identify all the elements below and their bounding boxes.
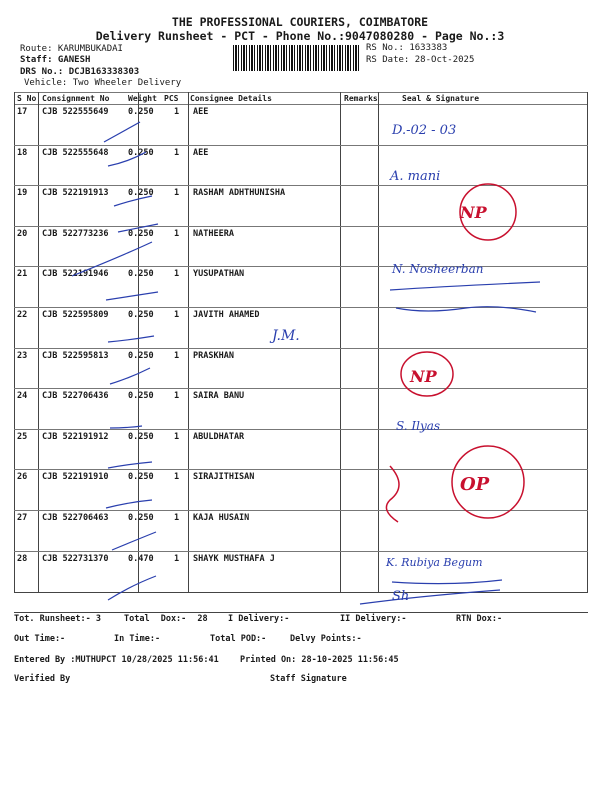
cell-pcs: 1 [174, 228, 180, 239]
cell-pcs: 1 [174, 107, 180, 117]
tick-mark [108, 336, 154, 342]
staff-label: Staff: GANESH [20, 55, 91, 65]
cell-sno: 28 [17, 553, 28, 564]
ii-delivery: II Delivery:- [340, 614, 407, 624]
cell-pcs: 1 [174, 310, 180, 320]
i-delivery: I Delivery:- [228, 614, 290, 624]
total-dox: Total Dox:- 28 [124, 614, 208, 624]
vehicle-label: Vehicle: Two Wheeler Delivery [24, 78, 182, 88]
verified-by: Verified By [14, 674, 71, 684]
cell-weight: 0.250 [128, 513, 154, 523]
rs-number: RS No.: 1633383 [366, 43, 448, 53]
entered-by: Entered By :MUTHUPCT 10/28/2025 11:56:41 [14, 655, 219, 665]
tick-mark [112, 532, 156, 550]
cell-consignment: CJB 522706463 [42, 513, 109, 523]
col-header-consignee: Consignee Details [190, 94, 272, 103]
tick-mark [108, 576, 156, 600]
out-time: Out Time:- [14, 634, 66, 644]
cell-pcs: 1 [174, 513, 180, 523]
cell-consignee: PRASKHAN [193, 350, 234, 361]
cell-consignee: NATHEERA [193, 228, 234, 239]
handwriting-row27: K. Rubiya Begum [386, 556, 483, 569]
cell-consignee: AEE [193, 147, 209, 158]
cell-consignment: CJB 522191946 [42, 269, 109, 280]
cell-consignee: SAIRA BANU [193, 391, 245, 402]
cell-sno: 21 [17, 269, 28, 280]
cell-pcs: 1 [174, 431, 180, 442]
cell-consignment: CJB 522595813 [42, 350, 109, 361]
rs-date: RS Date: 28-Oct-2025 [366, 55, 475, 65]
tick-mark [110, 426, 142, 428]
drs-number: DRS No.: DCJB163338303 [20, 67, 140, 77]
cell-sno: 27 [17, 513, 28, 523]
cell-consignee: ABULDHATAR [193, 431, 245, 442]
cell-consignee: JAVITH AHAMED [193, 310, 260, 320]
cell-sno: 20 [17, 228, 28, 239]
tick-mark [118, 224, 158, 232]
cell-consignment: CJB 522706436 [42, 391, 109, 402]
cell-pcs: 1 [174, 147, 180, 158]
rtn-dox: RTN Dox:- [456, 614, 503, 624]
cell-pcs: 1 [174, 350, 180, 361]
cell-weight: 0.250 [128, 350, 154, 361]
cell-consignment: CJB 522731370 [42, 553, 109, 564]
cell-consignment: CJB 522773236 [42, 228, 109, 239]
cell-consignee: KAJA HUSAIN [193, 513, 250, 523]
cell-sno: 18 [17, 147, 28, 158]
cell-weight: 0.250 [128, 269, 154, 280]
col-header-signature: Seal & Signature [402, 94, 480, 103]
col-header-sno: S No [17, 94, 37, 103]
cell-consignment: CJB 522191913 [42, 188, 109, 199]
cell-weight: 0.250 [128, 147, 154, 158]
col-header-weight: Weight [128, 94, 157, 103]
tick-mark [114, 196, 152, 206]
cell-sno: 26 [17, 472, 28, 483]
cell-consignee: YUSUPATHAN [193, 269, 245, 280]
stamp-text-row19: NP [460, 203, 487, 222]
tick-mark [108, 152, 146, 166]
total-pod: Total POD:- [210, 634, 267, 644]
cell-consignee: SIRAJITHISAN [193, 472, 255, 483]
handwriting-row20: N. Nosheerban [392, 262, 484, 276]
cell-sno: 25 [17, 431, 28, 442]
cell-weight: 0.250 [128, 391, 154, 402]
in-time: In Time:- [114, 634, 161, 644]
cell-consignee: RASHAM ADHTHUNISHA [193, 188, 286, 199]
cell-consignment: CJB 522555648 [42, 147, 109, 158]
tick-mark [104, 122, 140, 142]
col-header-consignment: Consignment No [42, 94, 110, 103]
tick-mark [72, 242, 152, 276]
cell-sno: 22 [17, 310, 28, 320]
runsheet-subtitle: Delivery Runsheet - PCT - Phone No.:9047080280 - Page No.:3 [95, 29, 505, 43]
stamp-text-row26: OP [460, 474, 490, 495]
tick-mark [108, 462, 152, 468]
cell-weight: 0.250 [128, 107, 154, 117]
stamp-text-row23: NP [410, 367, 437, 386]
cell-weight: 0.250 [128, 188, 154, 199]
route-label: Route: KARUMBUKADAI [20, 44, 123, 54]
cell-sno: 24 [17, 391, 28, 402]
cell-pcs: 1 [174, 472, 180, 483]
cell-consignment: CJB 522191912 [42, 431, 109, 442]
cell-weight: 0.250 [128, 228, 154, 239]
tick-mark [110, 368, 150, 384]
document-title: THE PROFESSIONAL COURIERS, COIMBATORE [171, 15, 429, 29]
cell-pcs: 1 [174, 553, 180, 564]
cell-weight: 0.250 [128, 431, 154, 442]
cell-weight: 0.250 [128, 310, 154, 320]
total-runsheet: Tot. Runsheet:- 3 [14, 614, 101, 624]
printed-on: Printed On: 28-10-2025 11:56:45 [240, 655, 399, 665]
tick-mark [106, 292, 158, 300]
cell-sno: 19 [17, 188, 28, 199]
staff-signature: Staff Signature [270, 674, 347, 684]
cell-pcs: 1 [174, 188, 180, 199]
cell-sno: 17 [17, 107, 28, 117]
cell-consignment: CJB 522191910 [42, 472, 109, 483]
cell-sno: 23 [17, 350, 28, 361]
col-header-pcs: PCS [164, 94, 179, 103]
cell-consignee: AEE [193, 107, 209, 117]
handwriting-row24: S. Ilyas [396, 419, 441, 433]
handwriting-row22: J.M. [272, 328, 300, 344]
delvy-points: Delvy Points:- [290, 634, 362, 644]
handwriting-row17: D.-02 - 03 [392, 123, 457, 138]
cell-pcs: 1 [174, 391, 180, 402]
col-header-remarks: Remarks [344, 94, 378, 103]
cell-weight: 0.250 [128, 472, 154, 483]
cell-weight: 0.470 [128, 553, 154, 564]
handwriting-row28: Sh [392, 589, 410, 604]
cell-consignment: CJB 522595809 [42, 310, 109, 320]
cell-consignment: CJB 522555649 [42, 107, 109, 117]
tick-mark [106, 500, 152, 508]
cell-consignee: SHAYK MUSTHAFA J [193, 553, 275, 564]
handwriting-row18: A. mani [390, 169, 441, 184]
cell-pcs: 1 [174, 269, 180, 280]
